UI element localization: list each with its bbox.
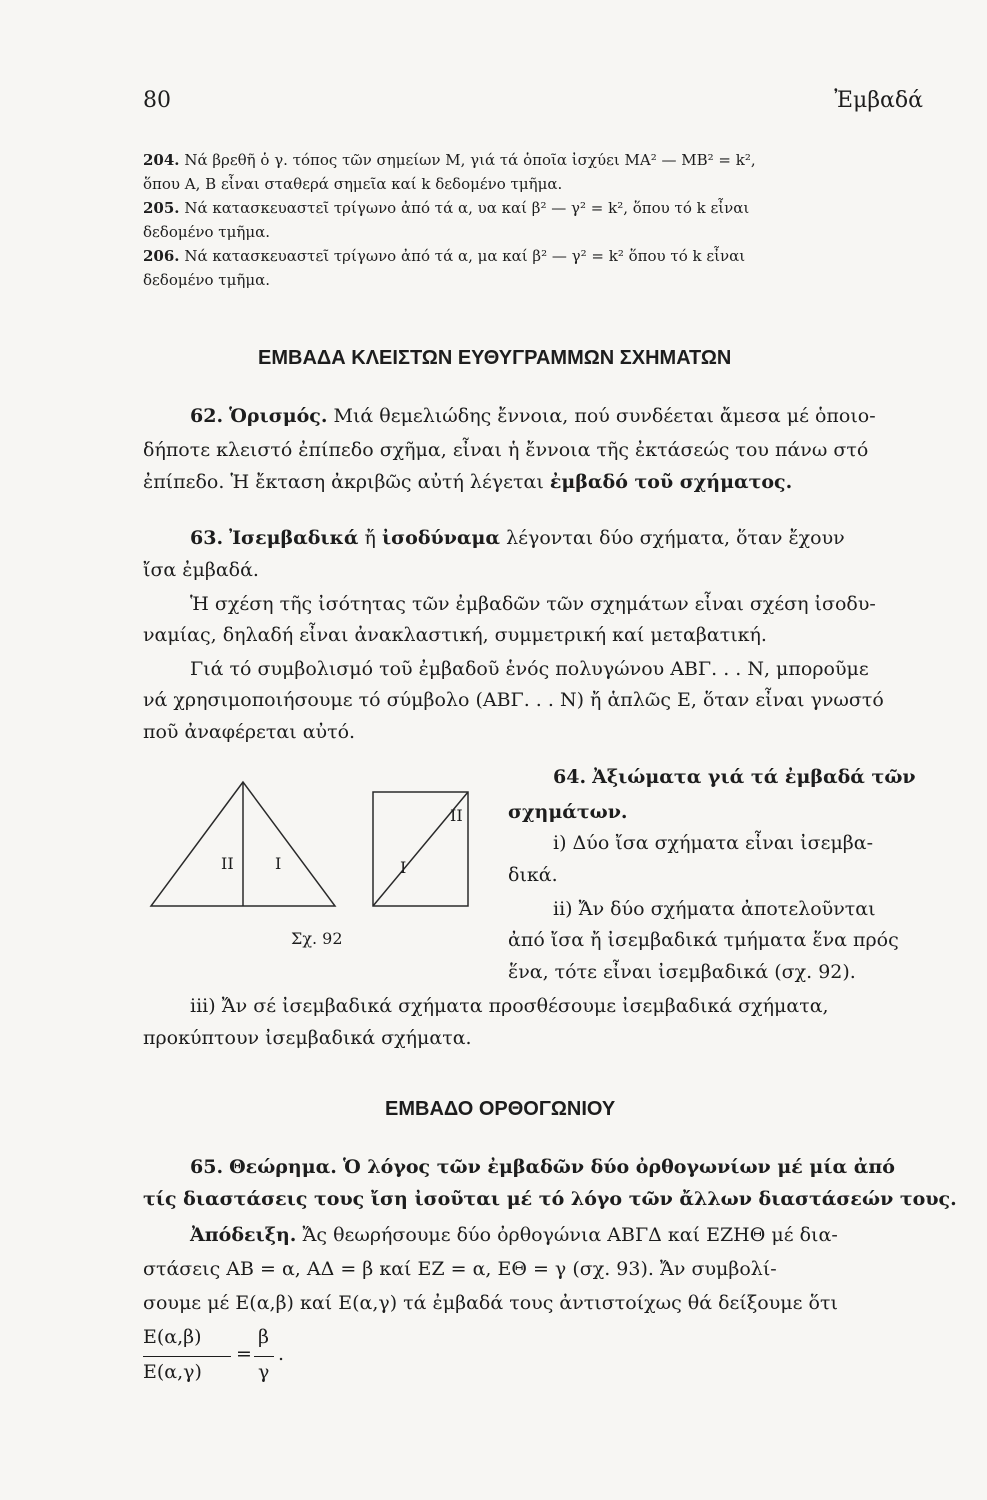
para-63-line6: νά χρησιμοποιήσουμε τό σύμβολο (ΑΒΓ. . . Ν) ἤ ἁπλῶς Ε, ὅταν εἶναι γνωστό bbox=[143, 689, 884, 711]
para-64-heading: 64. Ἀξιώματα γιά τά ἐμβαδά τῶν bbox=[553, 766, 916, 788]
fraction-left-bar bbox=[143, 1356, 231, 1357]
axiom-ii-line1: ii) Ἄν δύο σχήματα ἀποτελοῦνται bbox=[553, 898, 876, 920]
axiom-ii-line3: ἕνα, τότε εἶναι ἰσεμβαδικά (σχ. 92). bbox=[508, 961, 856, 983]
fraction-left-denominator: Ε(α,γ) bbox=[143, 1361, 202, 1383]
fraction-right-numerator: β bbox=[258, 1326, 269, 1348]
fraction-right-denominator: γ bbox=[258, 1361, 270, 1383]
para-63-line2: ἴσα ἐμβαδά. bbox=[143, 559, 259, 581]
exercise-206: 206. Νά κατασκευαστεῖ τρίγωνο ἀπό τά α, μα καί β² — γ² = k² ὅπου τό k εἶναι δεδομένο τμῆμα. bbox=[143, 247, 746, 289]
triangle-label-I: I bbox=[275, 854, 282, 873]
exercise-205: 205. Νά κατασκευαστεῖ τρίγωνο ἀπό τά α, υα καί β² — γ² = k², ὅπου τό k εἶναι δεδομένο τμῆμα. bbox=[143, 199, 750, 241]
rectangle-label-II: II bbox=[450, 806, 463, 825]
figure-92 bbox=[143, 778, 483, 953]
proof-line1: Ἀπόδειξη. Ἄς θεωρήσουμε δύο ὀρθογώνια ΑΒΓΔ καί ΕΖΗΘ μέ δια- bbox=[190, 1224, 838, 1246]
exercise-204: 204. Νά βρεθῆ ὁ γ. τόπος τῶν σημείων Μ, γιά τά ὁποῖα ἰσχύει ΜΑ² — ΜΒ² = k², ὅπου Α, Β εἶναι σταθερά σημεῖα καί k δεδομένο τμῆμα. bbox=[143, 151, 756, 193]
para-64-heading2: σχημάτων. bbox=[508, 801, 628, 823]
theorem-65-line2: τίς διαστάσεις τους ἴση ἰσοῦται μέ τό λόγο τῶν ἄλλων διαστάσεών τους. bbox=[143, 1188, 957, 1210]
axiom-iii-line1: iii) Ἄν σέ ἰσεμβαδικά σχήματα προσθέσουμε ἰσεμβαδικά σχήματα, bbox=[190, 995, 829, 1017]
para-63-line3: Ἡ σχέση τῆς ἰσότητας τῶν ἐμβαδῶν τῶν σχημάτων εἶναι σχέση ἰσοδυ- bbox=[190, 593, 876, 615]
proof-line2: στάσεις ΑΒ = α, ΑΔ = β καί ΕΖ = α, ΕΘ = γ (σχ. 93). Ἄν συμβολί- bbox=[143, 1258, 777, 1280]
equals-sign: = bbox=[236, 1343, 252, 1365]
para-63-line1: 63. Ἰσεμβαδικά ἤ ἰσοδύναμα λέγονται δύο σχήματα, ὅταν ἔχουν bbox=[190, 527, 845, 549]
axiom-i-line1: i) Δύο ἴσα σχήματα εἶναι ἰσεμβα- bbox=[553, 832, 874, 854]
triangle-label-II: II bbox=[221, 854, 234, 873]
para-63-line7: ποῦ ἀναφέρεται αὐτό. bbox=[143, 721, 356, 743]
fraction-left-numerator: Ε(α,β) bbox=[143, 1326, 202, 1348]
equation-end-dot: . bbox=[278, 1343, 285, 1365]
running-title: Ἐμβαδά bbox=[834, 88, 923, 113]
para-63-line5: Γιά τό συμβολισμό τοῦ ἐμβαδοῦ ἑνός πολυγώνου ΑΒΓ. . . Ν, μποροῦμε bbox=[190, 658, 869, 680]
theorem-65-line1: 65. Θεώρημα. Ὁ λόγος τῶν ἐμβαδῶν δύο ὀρθογωνίων μέ μία ἀπό bbox=[190, 1156, 895, 1178]
para-62-line2: δήποτε κλειστό ἐπίπεδο σχῆμα, εἶναι ἡ ἔννοια τῆς ἐκτάσεώς του πάνω στό bbox=[143, 439, 869, 461]
section-heading-closed-figures: ΕΜΒΑΔΑ ΚΛΕΙΣΤΩΝ ΕΥΘΥΓΡΑΜΜΩΝ ΣΧΗΜΑΤΩΝ bbox=[258, 347, 732, 369]
proof-line3: σουμε μέ Ε(α,β) καί Ε(α,γ) τά ἐμβαδά τους ἀντιστοίχως θά δείξουμε ὅτι bbox=[143, 1292, 838, 1314]
page-number: 80 bbox=[143, 88, 171, 113]
fraction-right-bar bbox=[254, 1356, 274, 1357]
axiom-ii-line2: ἀπό ἴσα ἤ ἰσεμβαδικά τμήματα ἕνα πρός bbox=[508, 929, 899, 951]
figure-92-caption: Σχ. 92 bbox=[291, 929, 343, 948]
axiom-i-line2: δικά. bbox=[508, 864, 558, 886]
section-heading-rectangle-area: ΕΜΒΑΔΟ ΟΡΘΟΓΩΝΙΟΥ bbox=[385, 1098, 616, 1120]
para-63-line4: ναμίας, δηλαδή εἶναι ἀνακλαστική, συμμετρική καί μεταβατική. bbox=[143, 624, 767, 646]
axiom-iii-line2: προκύπτουν ἰσεμβαδικά σχήματα. bbox=[143, 1027, 472, 1049]
para-62-line1: 62. Ὁρισμός. Μιά θεμελιώδης ἔννοια, πού συνδέεται ἄμεσα μέ ὁποιο- bbox=[190, 405, 876, 427]
figure-92-drawing bbox=[143, 778, 483, 918]
para-62-line3: ἐπίπεδο. Ἡ ἔκταση ἀκριβῶς αὐτή λέγεται ἐμβαδό τοῦ σχήματος. bbox=[143, 471, 793, 493]
rectangle-label-I: I bbox=[400, 858, 407, 877]
